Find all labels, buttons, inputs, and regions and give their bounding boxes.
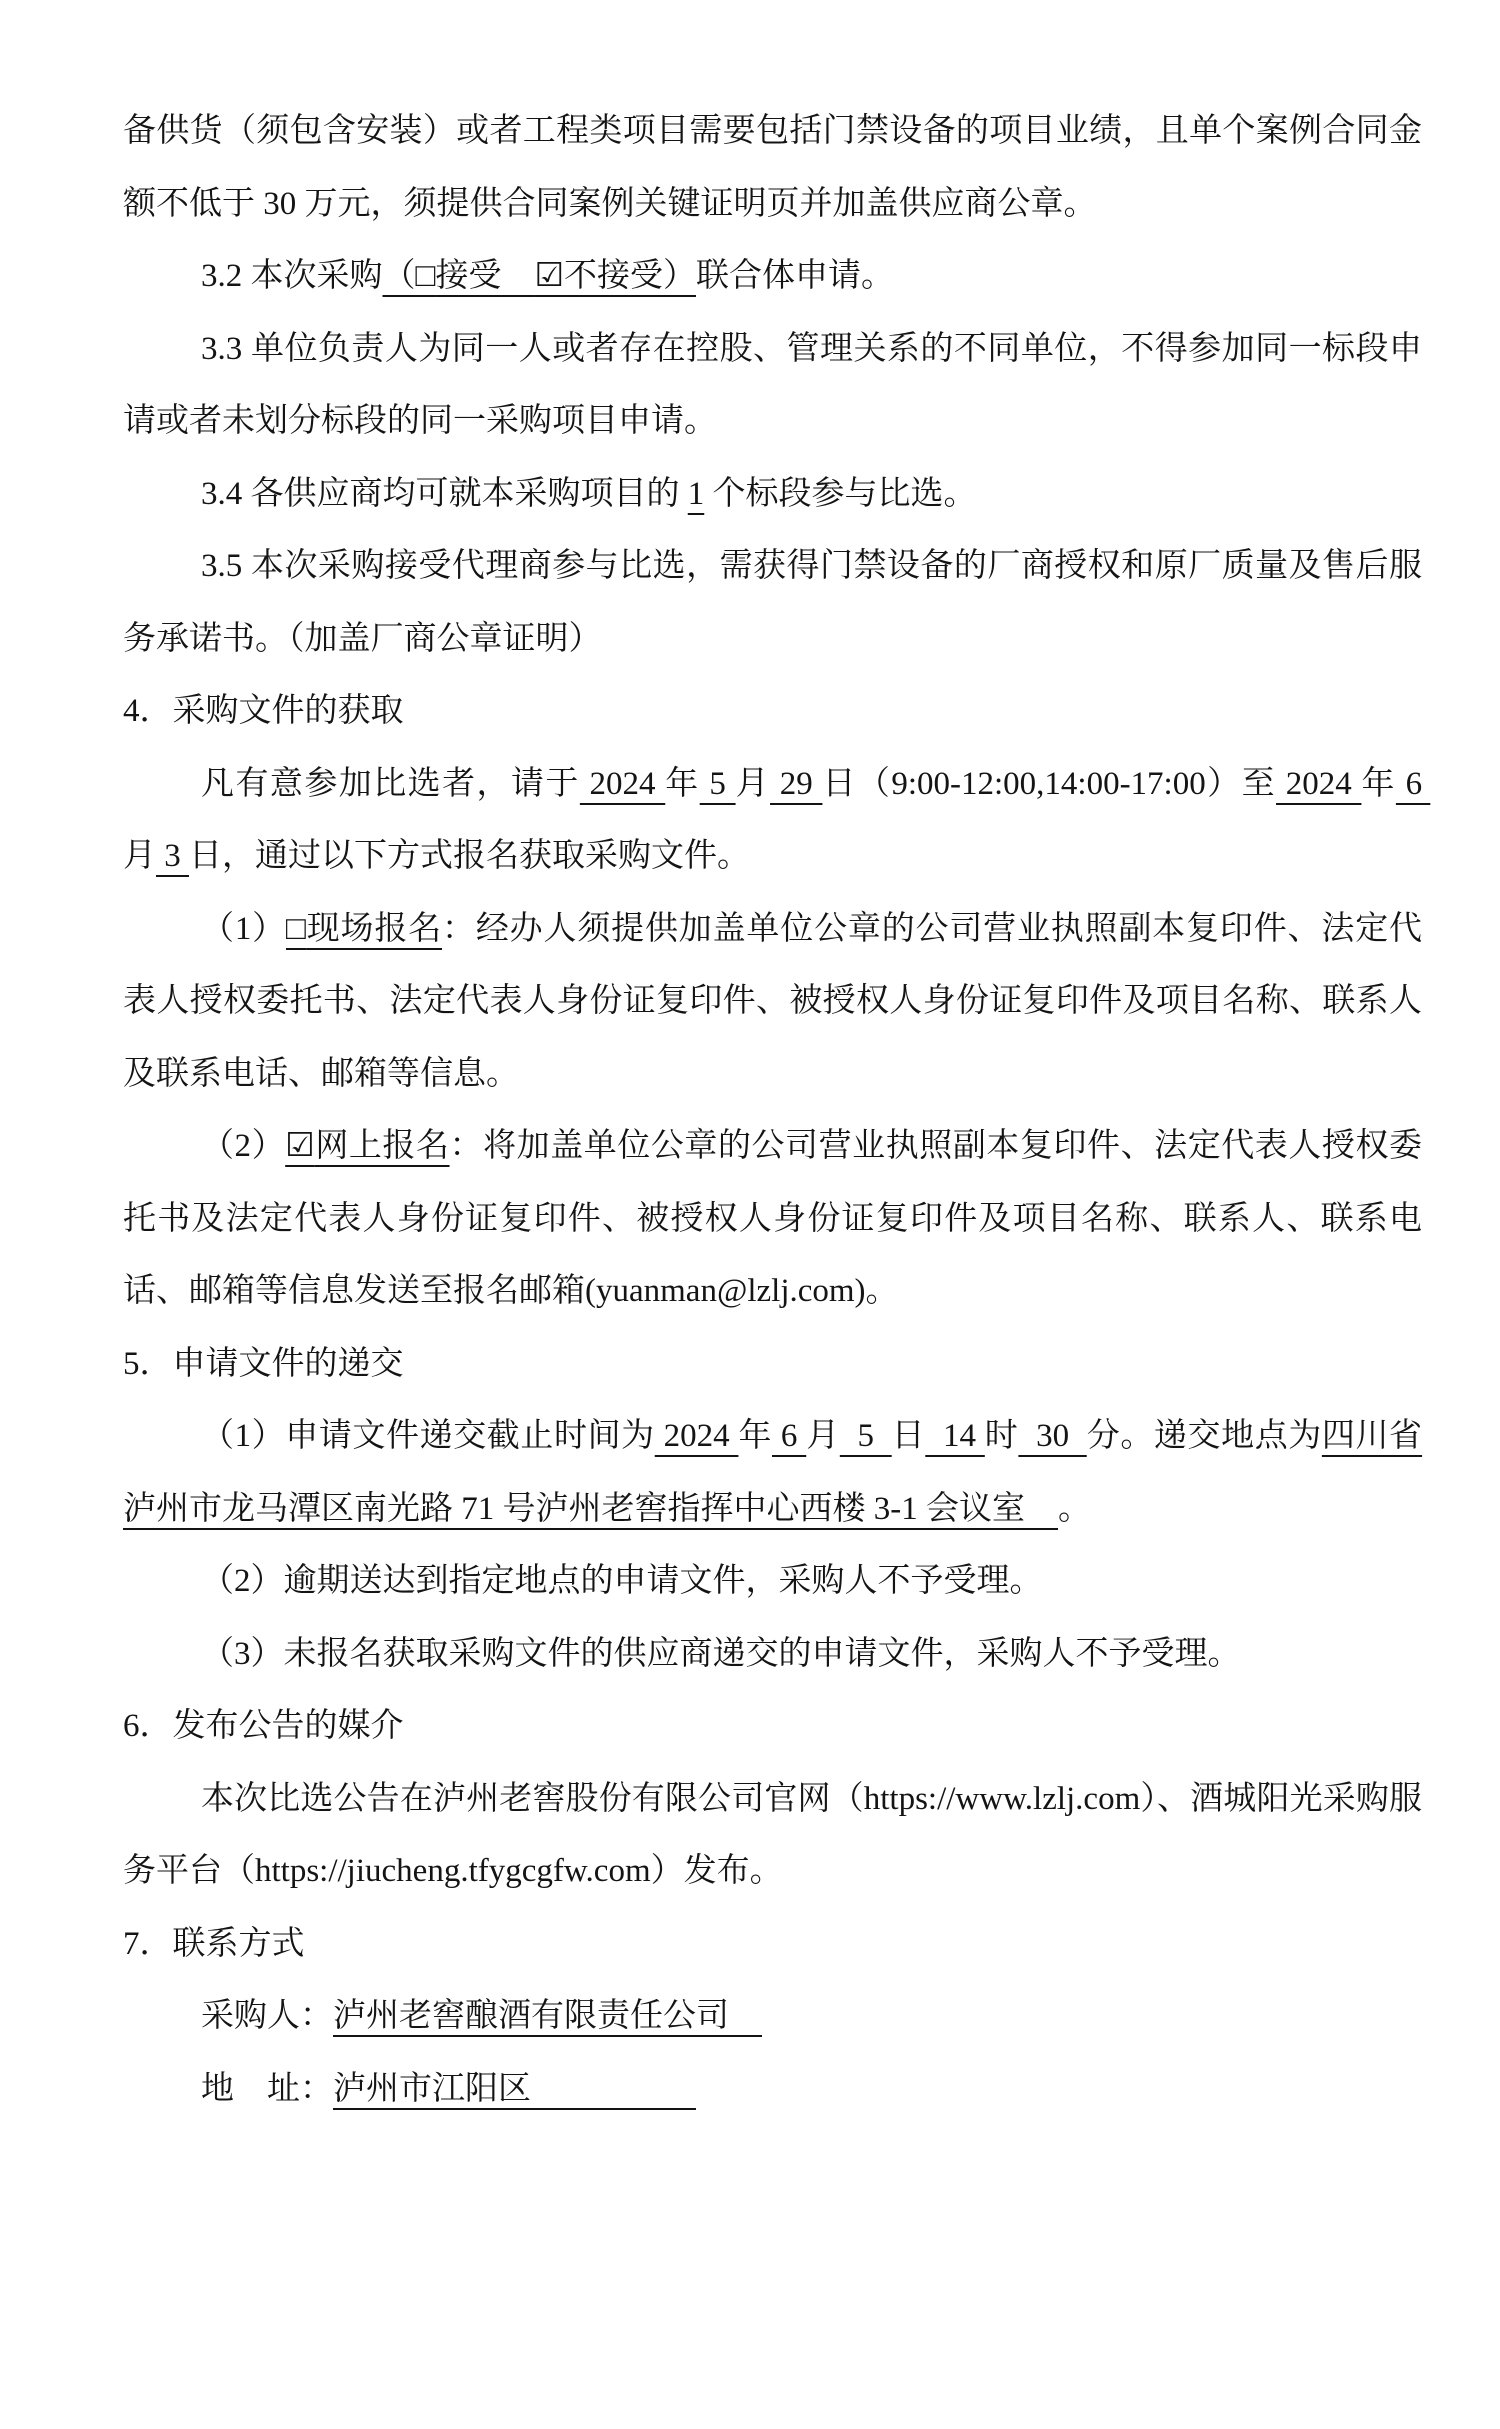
line-address xyxy=(123,2053,1422,2126)
text-run: 3.2 本次采购 xyxy=(201,258,383,294)
item-1-deadline xyxy=(123,1400,1422,1545)
item-2-late-submission xyxy=(123,1545,1422,1618)
text-run: 接受 xyxy=(435,258,535,294)
text-run: （3）未报名获取采购文件的供应商递交的申请文件，采购人不予受理。 xyxy=(201,1635,1241,1672)
text-run: 采购人： xyxy=(201,1998,333,2034)
item-3-3-same-responsible-person xyxy=(123,313,1422,458)
text-run: 2024 xyxy=(1276,765,1362,802)
text-run: 3.3 单位负责人为同一人或者存在控股、管理关系的不同单位，不得参加同一标段申请或者未划分标段的同一采购项目申请。 xyxy=(123,330,1422,439)
text-run: ：将加盖单位公章的公司营业执照副本复印件、法定代表人授权委托书及法定代表人身份证复印件、被授权人身份证复印件及项目名称、联系人、联系电话、邮箱等信息发送至报名邮箱(yuanman@lzlj.com)。 xyxy=(123,1128,1423,1309)
text-run: 年 xyxy=(665,765,700,802)
text-run: 年 xyxy=(1361,765,1396,802)
text-run: （1） xyxy=(201,910,286,947)
text-run: （2） xyxy=(201,1128,286,1164)
text-run: 日 xyxy=(891,1418,926,1454)
checkbox-checked-icon: ☑ xyxy=(285,1128,315,1164)
text-run: 时 xyxy=(984,1418,1019,1454)
text-run: （1）申请文件递交截止时间为 xyxy=(201,1418,655,1454)
text-run: 5 xyxy=(699,765,736,802)
text-run: 四川省泸州市龙马潭区南光路 71 号泸州老窖指挥中心西楼 3-1 会议室 xyxy=(123,1418,1423,1527)
text-run: 7．联系方式 xyxy=(123,1925,305,1962)
text-run: 个标段参与比选。 xyxy=(704,475,977,512)
text-run: 网上报名 xyxy=(314,1128,450,1164)
text-run: 不接受） xyxy=(564,258,697,294)
text-run: 日（9:00-12:00,14:00-17:00）至 xyxy=(822,765,1277,802)
text-run: 备供货（须包含安装）或者工程类项目需要包括门禁设备的项目业绩，且单个案例合同金额不低于 30 万元，须提供合同案例关键证明页并加盖供应商公章。 xyxy=(123,113,1422,222)
item-3-2-consortium xyxy=(123,240,1422,313)
text-run: 泸州市江阳区 xyxy=(333,2070,696,2107)
paragraph-announcement-websites xyxy=(123,1763,1422,1908)
paragraph-continuation-qualification xyxy=(123,95,1422,240)
text-run: 分。递交地点为 xyxy=(1086,1418,1322,1454)
text-run: 月 xyxy=(123,838,156,874)
text-run: 6．发布公告的媒介 xyxy=(123,1708,404,1744)
heading-5-submission xyxy=(123,1328,1422,1401)
item-1-onsite-registration xyxy=(123,893,1422,1111)
heading-6-announcement-media xyxy=(123,1690,1422,1763)
text-run: 年 xyxy=(738,1418,773,1454)
text-run: 现场报名 xyxy=(306,910,443,947)
line-purchaser xyxy=(123,1980,1422,2053)
text-run: 5 xyxy=(839,1418,892,1454)
text-run: 14 xyxy=(925,1418,985,1454)
checkbox-unchecked-icon: □ xyxy=(285,910,307,947)
paragraph-registration-period xyxy=(123,748,1431,893)
text-run: 2024 xyxy=(579,765,666,802)
item-2-online-registration xyxy=(123,1110,1422,1328)
text-run: 6 xyxy=(772,1418,807,1454)
text-run: 3 xyxy=(156,838,189,874)
text-run: 5．申请文件的递交 xyxy=(123,1345,404,1382)
text-run: 3.5 本次采购接受代理商参与比选，需获得门禁设备的厂商授权和原厂质量及售后服务承诺书。（加盖厂商公章证明） xyxy=(123,548,1422,657)
text-run: 30 xyxy=(1018,1418,1087,1454)
text-run: 3.4 各供应商均可就本采购项目的 xyxy=(201,475,688,512)
text-run: 地 址： xyxy=(201,2070,333,2107)
text-run: 本次比选公告在泸州老窖股份有限公司官网（https://www.lzlj.com）、酒城阳光采购服务平台（https://jiucheng.tfygcgfw.com）发布。 xyxy=(123,1780,1422,1889)
text-run: 。 xyxy=(1058,1490,1091,1527)
heading-7-contact xyxy=(123,1908,1422,1981)
text-run: 1 xyxy=(687,475,705,512)
text-run: （2）逾期送达到指定地点的申请文件，采购人不予受理。 xyxy=(201,1563,1043,1599)
item-3-unregistered xyxy=(123,1618,1422,1691)
text-run: 6 xyxy=(1395,765,1431,802)
text-run: 凡有意参加比选者，请于 xyxy=(201,765,580,802)
item-3-5-agents xyxy=(123,530,1422,675)
text-run: 4．采购文件的获取 xyxy=(123,693,404,729)
heading-4-obtaining-documents xyxy=(123,675,1422,748)
text-run: 联合体申请。 xyxy=(696,258,895,294)
item-3-4-sections xyxy=(123,458,1422,531)
text-run: 日，通过以下方式报名获取采购文件。 xyxy=(189,838,750,874)
text-run: ：经办人须提供加盖单位公章的公司营业执照副本复印件、法定代表人授权委托书、法定代表人身份证复印件、被授权人身份证复印件及项目名称、联系人及联系电话、邮箱等信息。 xyxy=(123,910,1423,1092)
text-run: 月 xyxy=(735,765,771,802)
checkbox-checked-icon: ☑ xyxy=(534,258,565,294)
text-run: （ xyxy=(382,258,416,294)
text-run: 29 xyxy=(770,765,823,802)
text-run: 泸州老窖酿酒有限责任公司 xyxy=(333,1998,762,2034)
checkbox-unchecked-icon: □ xyxy=(415,258,436,294)
text-run: 月 xyxy=(806,1418,840,1454)
text-run: 2024 xyxy=(654,1418,739,1454)
